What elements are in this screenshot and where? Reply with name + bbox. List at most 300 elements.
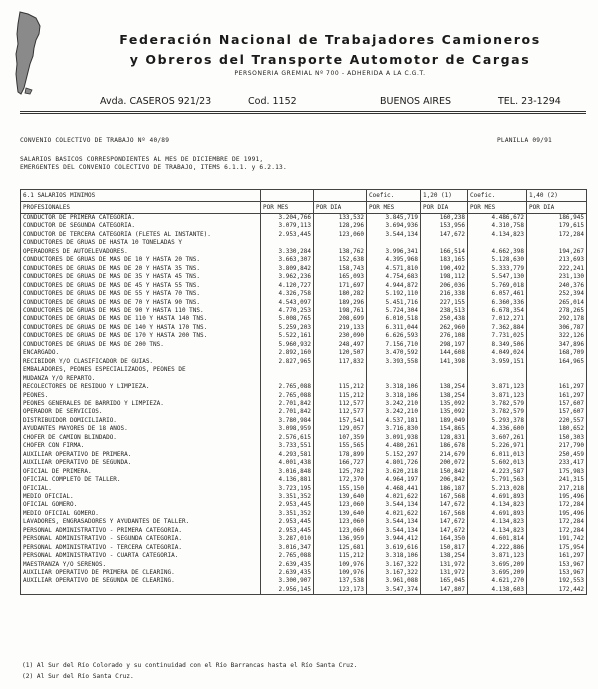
row-per-month-coef2: 6.057,461 [468, 290, 527, 298]
row-per-month-coef1: 3.318,106 [367, 392, 421, 400]
row-per-day: 123,060 [314, 518, 367, 526]
row-per-day-coef1 [421, 375, 468, 383]
row-per-month: 3.723,195 [261, 485, 314, 493]
row-per-month: 2.765,088 [261, 392, 314, 400]
row-per-month-coef2: 4.662,398 [468, 248, 527, 256]
row-per-day-coef2: 194,267 [527, 248, 587, 256]
row-per-day: 157,541 [314, 417, 367, 425]
row-per-day-coef2: 172,284 [527, 231, 587, 239]
row-per-day-coef2: 252,394 [527, 290, 587, 298]
row-per-day-coef1: 198,112 [421, 273, 468, 281]
row-per-month-coef2: 4.134,823 [468, 231, 527, 239]
row-per-month-coef1: 3.619,616 [367, 544, 421, 552]
column-header-per-day-coef2: POR DIA [527, 202, 587, 214]
row-per-month-coef2 [468, 239, 527, 247]
row-per-month-coef1: 4.021,622 [367, 510, 421, 518]
row-category: CONDUCTOR DE TERCERA CATEGORIA (FLETES AL INSTANTE). [21, 231, 261, 239]
row-per-month: 3.016,848 [261, 468, 314, 476]
row-per-month: 2.953,445 [261, 527, 314, 535]
row-per-day: 189,296 [314, 299, 367, 307]
row-per-day: 136,959 [314, 535, 367, 543]
table-row [21, 501, 587, 509]
row-per-month-coef2: 7.012,271 [468, 315, 527, 323]
row-per-month-coef1: 3.167,322 [367, 569, 421, 577]
row-per-month-coef1: 3.620,218 [367, 468, 421, 476]
row-per-month-coef2: 3.959,151 [468, 358, 527, 366]
row-per-month-coef2: 3.695,209 [468, 561, 527, 569]
row-per-day-coef2: 172,284 [527, 527, 587, 535]
row-per-month-coef1 [367, 366, 421, 374]
row-per-day-coef2: 192,553 [527, 577, 587, 585]
row-per-day-coef1: 147,807 [421, 586, 468, 595]
row-per-month: 4.770,253 [261, 307, 314, 315]
row-per-day-coef1: 206,036 [421, 282, 468, 290]
row-per-month-coef2: 5.293,378 [468, 417, 527, 425]
coef-label-2: Coefic. [468, 190, 527, 202]
row-per-day: 125,702 [314, 468, 367, 476]
row-per-day-coef2 [527, 239, 587, 247]
row-per-month-coef2: 3.871,123 [468, 552, 527, 560]
row-per-month [261, 366, 314, 374]
row-per-day-coef1: 183,165 [421, 256, 468, 264]
row-per-day-coef2: 250,459 [527, 451, 587, 459]
row-per-day: 125,681 [314, 544, 367, 552]
table-row [21, 248, 587, 256]
row-per-month-coef1: 3.547,374 [367, 586, 421, 595]
row-per-day-coef1: 147,672 [421, 518, 468, 526]
row-per-day-coef1 [421, 366, 468, 374]
row-per-month: 5.522,161 [261, 332, 314, 340]
table-row [21, 214, 587, 223]
row-per-day-coef1: 147,672 [421, 501, 468, 509]
table-row [21, 561, 587, 569]
row-per-day-coef1: 150,842 [421, 468, 468, 476]
table-row [21, 375, 587, 383]
row-per-day-coef2: 172,442 [527, 586, 587, 595]
row-per-month: 2.639,435 [261, 561, 314, 569]
table-row [21, 408, 587, 416]
row-per-day-coef2: 265,014 [527, 299, 587, 307]
row-per-month [261, 375, 314, 383]
table-row [21, 307, 587, 315]
row-category: OPERADORES DE AUTOELEVADORES. [21, 248, 261, 256]
table-row [21, 434, 587, 442]
row-per-month-coef2: 4.336,600 [468, 425, 527, 433]
row-per-day-coef1: 186,678 [421, 442, 468, 450]
row-per-day-coef1: 262,960 [421, 324, 468, 332]
row-per-day-coef1: 206,842 [421, 476, 468, 484]
row-per-month-coef1: 3.393,558 [367, 358, 421, 366]
row-per-day-coef1: 166,514 [421, 248, 468, 256]
row-per-day-coef2: 157,607 [527, 408, 587, 416]
row-per-month: 3.351,352 [261, 493, 314, 501]
row-per-day: 180,282 [314, 290, 367, 298]
row-per-day-coef2: 168,709 [527, 349, 587, 357]
row-per-month-coef1: 4.537,181 [367, 417, 421, 425]
row-per-day: 112,577 [314, 400, 367, 408]
row-per-day: 172,370 [314, 476, 367, 484]
row-per-month: 3.079,113 [261, 222, 314, 230]
row-per-day-coef1: 160,238 [421, 214, 468, 223]
row-category: PERSONAL ADMINISTRATIVO - SEGUNDA CATEGORIA. [21, 535, 261, 543]
table-row [21, 332, 587, 340]
row-per-day-coef1: 167,568 [421, 510, 468, 518]
table-row [21, 417, 587, 425]
row-per-month: 3.330,284 [261, 248, 314, 256]
row-per-month-coef1 [367, 239, 421, 247]
row-per-month: 4.136,881 [261, 476, 314, 484]
row-per-day: 155,150 [314, 485, 367, 493]
row-per-month-coef2: 6.678,354 [468, 307, 527, 315]
city: BUENOS AIRES [380, 96, 452, 107]
table-row [21, 425, 587, 433]
row-per-day: 138,762 [314, 248, 367, 256]
legal-status: PERSONERIA GREMIAL Nº 700 - ADHERIDA A LA C.G.T. [234, 70, 426, 77]
row-per-month: 3.780,984 [261, 417, 314, 425]
row-per-month-coef1: 6.626,593 [367, 332, 421, 340]
row-per-day-coef2: 161,297 [527, 392, 587, 400]
row-per-month-coef2: 8.349,506 [468, 341, 527, 349]
row-category: CONDUCTORES DE GRUAS DE MAS DE 110 Y HASTA 140 TNS. [21, 315, 261, 323]
row-per-day: 129,057 [314, 425, 367, 433]
row-per-month-coef1: 3.318,106 [367, 383, 421, 391]
row-per-month: 3.351,352 [261, 510, 314, 518]
column-header-per-month-coef2: POR MES [468, 202, 527, 214]
row-per-day-coef1: 167,568 [421, 493, 468, 501]
row-per-month-coef2: 4.138,603 [468, 586, 527, 595]
row-per-day-coef1: 131,972 [421, 569, 468, 577]
row-category: OFICIAL GOMERO. [21, 501, 261, 509]
row-per-day-coef2: 195,496 [527, 493, 587, 501]
row-per-month-coef2: 4.049,024 [468, 349, 527, 357]
column-header-per-month-coef1: POR MES [367, 202, 421, 214]
row-category: PEONES GENERALES DE BARRIDO Y LIMPIEZA. [21, 400, 261, 408]
organization-title-line-1: Federación Nacional de Trabajadores Camioneros [119, 32, 541, 47]
row-per-month: 2.827,965 [261, 358, 314, 366]
row-per-day: 139,640 [314, 493, 367, 501]
table-row [21, 392, 587, 400]
row-per-month-coef2: 5.213,028 [468, 485, 527, 493]
row-per-day-coef2: 175,954 [527, 544, 587, 552]
row-per-day-coef2: 347,896 [527, 341, 587, 349]
table-row [21, 442, 587, 450]
coef-value-1: 1,20 (1) [421, 190, 468, 202]
salary-table [20, 189, 587, 595]
row-category: CONDUCTORES DE GRUAS DE MAS DE 55 Y HASTA 70 TNS. [21, 290, 261, 298]
row-per-month-coef2: 4.621,270 [468, 577, 527, 585]
table-row [21, 324, 587, 332]
column-header-per-month: POR MES [261, 202, 314, 214]
row-per-month-coef2: 3.782,579 [468, 408, 527, 416]
row-per-day: 158,743 [314, 265, 367, 273]
row-per-day: 123,060 [314, 501, 367, 509]
column-header-per-day: POR DIA [314, 202, 367, 214]
row-category: PEONES. [21, 392, 261, 400]
row-per-day: 123,173 [314, 586, 367, 595]
row-category: CONDUCTORES DE GRUAS DE MAS DE 70 Y HASTA 90 TNS. [21, 299, 261, 307]
row-per-day-coef2: 220,557 [527, 417, 587, 425]
row-per-month: 4.543,097 [261, 299, 314, 307]
row-category: CONDUCTOR DE PRIMERA CATEGORIA. [21, 214, 261, 223]
row-per-day: 219,133 [314, 324, 367, 332]
row-per-month-coef1: 3.544,134 [367, 501, 421, 509]
organization-title-line-2: y Obreros del Transporte Automotor de Cargas [129, 52, 531, 67]
table-row [21, 552, 587, 560]
table-row [21, 282, 587, 290]
row-per-month-coef2 [468, 375, 527, 383]
row-per-month: 2.701,842 [261, 400, 314, 408]
row-category: MEDIO OFICIAL. [21, 493, 261, 501]
row-category: PERSONAL ADMINISTRATIVO - PRIMERA CATEGORIA. [21, 527, 261, 535]
row-category: AYUDANTES MAYORES DE 18 AÑOS. [21, 425, 261, 433]
phone: TEL. 23-1294 [498, 96, 561, 107]
row-per-day-coef1: 186,187 [421, 485, 468, 493]
table-row [21, 485, 587, 493]
row-per-day-coef2: 213,693 [527, 256, 587, 264]
row-per-day-coef2: 195,496 [527, 510, 587, 518]
row-per-day-coef2: 240,376 [527, 282, 587, 290]
table-row [21, 256, 587, 264]
header-divider-2 [20, 113, 586, 114]
row-per-day-coef2: 217,790 [527, 442, 587, 450]
row-per-month: 5.960,932 [261, 341, 314, 349]
row-per-month: 3.962,236 [261, 273, 314, 281]
row-per-month-coef2: 4.222,886 [468, 544, 527, 552]
row-category: AUXILIAR OPERATIVO DE SEGUNDA. [21, 459, 261, 467]
row-per-month-coef1: 4.468,441 [367, 485, 421, 493]
footnote-2: (2) Al Sur del Río Santa Cruz. [22, 673, 134, 680]
row-per-day-coef2: 231,130 [527, 273, 587, 281]
row-per-month-coef1: 3.961,088 [367, 577, 421, 585]
row-per-day-coef1: 150,817 [421, 544, 468, 552]
row-per-month-coef2: 3.695,209 [468, 569, 527, 577]
row-per-month-coef2: 4.691,893 [468, 510, 527, 518]
row-category: OFICIAL. [21, 485, 261, 493]
row-category: EMBALADORES, PEONES ESPECIALIZADOS, PEONES DE [21, 366, 261, 374]
row-per-month-coef1: 4.571,810 [367, 265, 421, 273]
row-per-day-coef2: 175,983 [527, 468, 587, 476]
row-per-month-coef1: 3.470,592 [367, 349, 421, 357]
row-per-day-coef1: 141,398 [421, 358, 468, 366]
table-row [21, 239, 587, 247]
row-per-month-coef2: 5.791,563 [468, 476, 527, 484]
row-per-month-coef2: 7.731,025 [468, 332, 527, 340]
row-per-month-coef1: 5.152,297 [367, 451, 421, 459]
row-per-month-coef2 [468, 366, 527, 374]
row-per-day-coef2: 161,297 [527, 383, 587, 391]
row-category: CONDUCTORES DE GRUAS DE MAS DE 90 Y HASTA 110 TNS. [21, 307, 261, 315]
row-category: LAVADORES, ENGRASADORES Y AYUDANTES DE TALLER. [21, 518, 261, 526]
row-per-month-coef1: 5.724,304 [367, 307, 421, 315]
row-per-day-coef1: 165,045 [421, 577, 468, 585]
row-per-month: 3.733,551 [261, 442, 314, 450]
row-per-day-coef1: 138,254 [421, 383, 468, 391]
column-header-per-day-coef1: POR DIA [421, 202, 468, 214]
row-per-day-coef2: 278,265 [527, 307, 587, 315]
table-row [21, 400, 587, 408]
row-per-month-coef2: 3.782,579 [468, 400, 527, 408]
row-per-month-coef2: 4.310,758 [468, 222, 527, 230]
row-per-month: 3.204,766 [261, 214, 314, 223]
row-category: MAESTRANZA Y/O SERENOS. [21, 561, 261, 569]
table-row [21, 527, 587, 535]
table-row [21, 577, 587, 585]
row-per-day-coef1: 298,197 [421, 341, 468, 349]
row-per-day-coef2: 150,303 [527, 434, 587, 442]
row-per-month-coef2: 5.602,013 [468, 459, 527, 467]
row-per-day-coef1: 164,350 [421, 535, 468, 543]
row-per-month: 3.300,907 [261, 577, 314, 585]
row-category: CONDUCTORES DE GRUAS DE MAS DE 10 Y HASTA 20 TNS. [21, 256, 261, 264]
table-row [21, 366, 587, 374]
row-per-day-coef1: 138,254 [421, 392, 468, 400]
row-per-day: 155,565 [314, 442, 367, 450]
row-per-day: 171,697 [314, 282, 367, 290]
row-per-month-coef1: 4.021,622 [367, 493, 421, 501]
row-category: CHOFER DE CAMION BLINDADO. [21, 434, 261, 442]
row-per-month-coef1: 3.242,210 [367, 400, 421, 408]
row-per-month: 4.326,758 [261, 290, 314, 298]
row-per-day-coef2: 153,967 [527, 561, 587, 569]
row-per-day-coef1: 131,972 [421, 561, 468, 569]
row-category: CONDUCTORES DE GRUAS DE HASTA 10 TONELADAS Y [21, 239, 261, 247]
table-row [21, 222, 587, 230]
coef-label-1: Coefic. [367, 190, 421, 202]
table-row [21, 265, 587, 273]
table-row [21, 476, 587, 484]
row-per-day [314, 375, 367, 383]
table-row [21, 341, 587, 349]
row-per-day: 248,497 [314, 341, 367, 349]
row-per-day: 120,507 [314, 349, 367, 357]
row-per-month-coef2: 4.134,823 [468, 501, 527, 509]
row-per-day-coef1 [421, 239, 468, 247]
postal-code: Cod. 1152 [248, 96, 297, 107]
row-category: OFICIAL DE PRIMERA. [21, 468, 261, 476]
row-per-day: 133,532 [314, 214, 367, 223]
coef-value-2: 1,40 (2) [527, 190, 587, 202]
row-per-day-coef1: 190,492 [421, 265, 468, 273]
row-per-day-coef2: 172,284 [527, 501, 587, 509]
row-per-day-coef2: 186,945 [527, 214, 587, 223]
row-per-day-coef1: 135,092 [421, 408, 468, 416]
row-per-day-coef1: 153,956 [421, 222, 468, 230]
row-category: PERSONAL ADMINISTRATIVO - TERCERA CATEGORIA. [21, 544, 261, 552]
row-category: RECIBIDOR Y/O CLASIFICADOR DE GUIAS. [21, 358, 261, 366]
row-category: CONDUCTORES DE GRUAS DE MAS DE 35 Y HASTA 45 TNS. [21, 273, 261, 281]
row-per-month: 2.953,445 [261, 501, 314, 509]
row-per-month-coef2: 6.011,013 [468, 451, 527, 459]
row-per-month: 2.639,435 [261, 569, 314, 577]
row-per-month-coef1: 3.544,134 [367, 231, 421, 239]
row-per-month-coef2: 4.134,823 [468, 527, 527, 535]
table-row [21, 383, 587, 391]
row-per-month: 3.287,010 [261, 535, 314, 543]
table-row [21, 273, 587, 281]
row-per-day-coef1: 154,865 [421, 425, 468, 433]
row-per-day: 117,832 [314, 358, 367, 366]
row-per-month-coef1: 4.480,261 [367, 442, 421, 450]
row-per-day: 137,538 [314, 577, 367, 585]
row-per-month-coef2: 3.871,123 [468, 392, 527, 400]
row-per-day-coef1: 276,108 [421, 332, 468, 340]
table-row [21, 349, 587, 357]
row-per-month: 2.892,160 [261, 349, 314, 357]
row-per-day: 115,212 [314, 392, 367, 400]
row-per-day-coef2: 157,607 [527, 400, 587, 408]
row-per-month-coef2: 5.333,779 [468, 265, 527, 273]
row-per-day-coef2: 233,417 [527, 459, 587, 467]
row-per-day-coef2: 217,218 [527, 485, 587, 493]
row-per-month-coef2: 3.871,123 [468, 383, 527, 391]
table-row [21, 290, 587, 298]
section-header: 6.1 SALARIOS MINIMOS [21, 190, 261, 202]
row-per-day: 178,899 [314, 451, 367, 459]
row-per-day: 123,060 [314, 231, 367, 239]
row-per-day: 123,060 [314, 527, 367, 535]
row-per-month-coef1: 7.156,710 [367, 341, 421, 349]
row-per-day-coef2: 180,652 [527, 425, 587, 433]
row-per-day: 152,638 [314, 256, 367, 264]
row-per-month-coef2: 4.223,587 [468, 468, 527, 476]
row-per-day-coef2 [527, 375, 587, 383]
row-per-day-coef1: 147,672 [421, 231, 468, 239]
row-per-month-coef1: 6.311,044 [367, 324, 421, 332]
row-per-month-coef1: 3.944,412 [367, 535, 421, 543]
row-per-month: 2.701,842 [261, 408, 314, 416]
row-per-month-coef1: 3.694,936 [367, 222, 421, 230]
row-per-month-coef2: 3.607,261 [468, 434, 527, 442]
row-category: DISTRIBUIDOR DOMICILIARIO. [21, 417, 261, 425]
row-per-day-coef2: 172,284 [527, 518, 587, 526]
table-row [21, 510, 587, 518]
row-per-month: 2.765,088 [261, 552, 314, 560]
row-per-day-coef2: 179,615 [527, 222, 587, 230]
row-per-month-coef2: 4.486,672 [468, 214, 527, 223]
row-per-day-coef1: 135,092 [421, 400, 468, 408]
row-per-month-coef1: 3.242,210 [367, 408, 421, 416]
table-row [21, 231, 587, 239]
row-per-day-coef1: 250,438 [421, 315, 468, 323]
subject-line-2: EMERGENTES DEL CONVENIO COLECTIVO DE TRABAJO, ITEMS 6.1.1. y 6.2.13. [20, 164, 287, 171]
row-per-month-coef1: 4.944,872 [367, 282, 421, 290]
row-category: AUXILIAR OPERATIVO DE SEGUNDA DE CLEARING. [21, 577, 261, 585]
row-per-day: 109,976 [314, 569, 367, 577]
row-per-month-coef2: 5.547,130 [468, 273, 527, 281]
row-per-month-coef1: 5.192,110 [367, 290, 421, 298]
row-per-day-coef2: 306,787 [527, 324, 587, 332]
table-row [21, 299, 587, 307]
row-category: CONDUCTOR DE SEGUNDA CATEGORIA. [21, 222, 261, 230]
row-category: PERSONAL ADMINISTRATIVO - CUARTA CATEGORIA. [21, 552, 261, 560]
row-category: CONDUCTORES DE GRUAS DE MAS DE 20 Y HASTA 35 TNS. [21, 265, 261, 273]
row-per-day: 198,761 [314, 307, 367, 315]
row-category: ENCARGADO. [21, 349, 261, 357]
row-per-month: 3.663,307 [261, 256, 314, 264]
row-per-day-coef2: 161,297 [527, 552, 587, 560]
row-per-month: 4.293,581 [261, 451, 314, 459]
row-per-day-coef2: 322,126 [527, 332, 587, 340]
row-per-day-coef1: 214,679 [421, 451, 468, 459]
row-per-month-coef1: 3.845,719 [367, 214, 421, 223]
row-category: MUDANZA Y/O REPARTO. [21, 375, 261, 383]
row-per-day [314, 239, 367, 247]
table-row [21, 358, 587, 366]
row-per-month: 3.016,347 [261, 544, 314, 552]
sheet-number: PLANILLA 09/91 [497, 137, 552, 144]
row-per-day: 109,976 [314, 561, 367, 569]
row-per-day-coef2: 191,742 [527, 535, 587, 543]
